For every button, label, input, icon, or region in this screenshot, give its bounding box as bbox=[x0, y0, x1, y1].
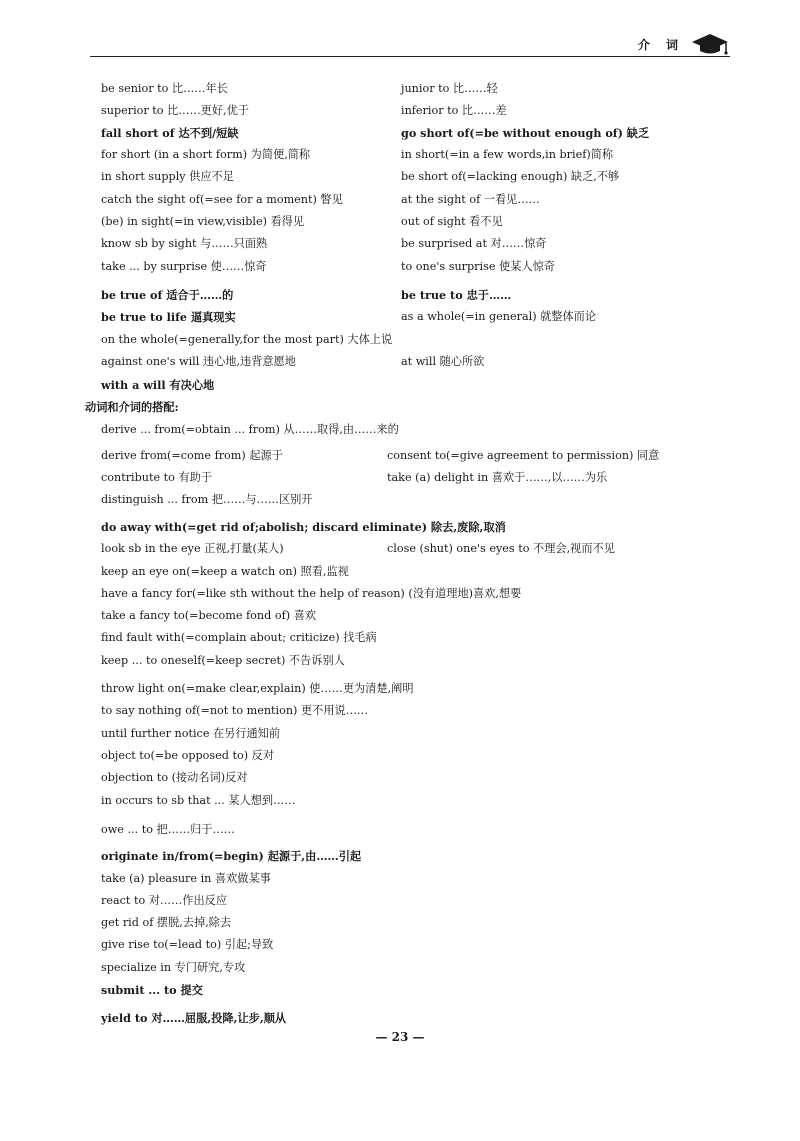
entry-right: take (a) delight in 喜欢于……,以……为乐 bbox=[387, 471, 608, 484]
entry-text: specialize in 专门研究,专攻 bbox=[101, 961, 246, 974]
entry-text: owe ... to 把……归于…… bbox=[101, 823, 235, 836]
entry-text: to say nothing of(=not to mention) 更不用说…… bbox=[101, 704, 369, 717]
entry-right: at the sight of 一看见…… bbox=[401, 193, 540, 206]
entry-text: originate in/from(=begin) 起源于,由……引起 bbox=[101, 849, 362, 863]
entry-text: throw light on(=make clear,explain) 使……更为清楚,阐明 bbox=[101, 682, 414, 695]
entry-row bbox=[101, 168, 701, 186]
entry-text: keep ... to oneself(=keep secret) 不告诉别人 bbox=[101, 654, 345, 667]
entry-text: find fault with(=complain about; criticize) 找毛病 bbox=[101, 631, 377, 644]
entry-row bbox=[101, 747, 701, 765]
entry-row bbox=[101, 353, 701, 371]
entry-left: with a will 有决心地 bbox=[101, 378, 215, 392]
entry-row bbox=[101, 308, 701, 326]
entry-row bbox=[101, 981, 701, 999]
entry-row bbox=[101, 469, 701, 487]
entry-row bbox=[101, 936, 701, 954]
entry-text: objection to (接动名词)反对 bbox=[101, 771, 248, 784]
entry-row bbox=[101, 235, 701, 253]
entry-left: in short supply 供应不足 bbox=[101, 170, 234, 183]
entry-row bbox=[101, 518, 701, 536]
entry-text: until further notice 在另行通知前 bbox=[101, 727, 281, 740]
entry-left: on the whole(=generally,for the most part) 大体上说 bbox=[101, 333, 393, 346]
entry-row bbox=[101, 607, 701, 625]
entry-text: in occurs to sb that ... 某人想到…… bbox=[101, 794, 296, 807]
entry-text: give rise to(=lead to) 引起;导致 bbox=[101, 938, 274, 951]
entry-row bbox=[101, 124, 701, 142]
entry-left: be senior to 比……年长 bbox=[101, 82, 228, 95]
graduation-cap-icon bbox=[690, 30, 730, 56]
entry-right: inferior to 比……差 bbox=[401, 104, 507, 117]
entry-row bbox=[101, 792, 701, 810]
entry-right: in short(=in a few words,in brief)简称 bbox=[401, 148, 614, 161]
entry-row bbox=[101, 258, 701, 276]
entry-row bbox=[101, 959, 701, 977]
entry-left: catch the sight of(=see for a moment) 瞥见 bbox=[101, 193, 343, 206]
entry-row bbox=[101, 914, 701, 932]
entry-row bbox=[101, 629, 701, 647]
entry-row bbox=[101, 680, 701, 698]
entry-text: take (a) pleasure in 喜欢做某事 bbox=[101, 872, 271, 885]
entry-right: out of sight 看不见 bbox=[401, 215, 503, 228]
entry-text: keep an eye on(=keep a watch on) 照看,监视 bbox=[101, 565, 349, 578]
entry-row bbox=[101, 847, 701, 865]
entry-row bbox=[101, 421, 701, 439]
entry-row bbox=[101, 447, 701, 465]
entry-text: get rid of 摆脱,去掉,除去 bbox=[101, 916, 232, 929]
entry-row bbox=[101, 892, 701, 910]
entry-right: as a whole(=in general) 就整体而论 bbox=[401, 310, 597, 323]
entry-left: take ... by surprise 使……惊奇 bbox=[101, 260, 267, 273]
entry-right: junior to 比……轻 bbox=[401, 82, 498, 95]
entry-text: yield to 对……屈服,投降,让步,顺从 bbox=[101, 1011, 287, 1025]
entry-right: be short of(=lacking enough) 缺乏,不够 bbox=[401, 170, 620, 183]
entry-right: close (shut) one's eyes to 不理会,视而不见 bbox=[387, 542, 615, 555]
entry-text: do away with(=get rid of;abolish; discard eliminate) 除去,废除,取消 bbox=[101, 520, 506, 534]
entry-row bbox=[101, 191, 701, 209]
entry-text: object to(=be opposed to) 反对 bbox=[101, 749, 275, 762]
entry-row bbox=[101, 870, 701, 888]
entry-row bbox=[101, 80, 701, 98]
entry-left: contribute to 有助于 bbox=[101, 471, 213, 484]
entry-left: derive ... from(=obtain ... from) 从……取得,由……来的 bbox=[101, 423, 399, 436]
entry-row bbox=[101, 102, 701, 120]
entry-row bbox=[101, 146, 701, 164]
entry-left: derive from(=come from) 起源于 bbox=[101, 449, 283, 462]
entry-row bbox=[101, 331, 701, 349]
entry-right: go short of(=be without enough of) 缺乏 bbox=[401, 126, 650, 140]
entry-left: be true of 适合于……的 bbox=[101, 288, 234, 302]
entry-right: be true to 忠于…… bbox=[401, 288, 512, 302]
entry-row bbox=[101, 769, 701, 787]
entry-right: to one's surprise 使某人惊奇 bbox=[401, 260, 555, 273]
entry-left: fall short of 达不到/短缺 bbox=[101, 126, 239, 140]
entry-row bbox=[101, 286, 701, 304]
entry-row bbox=[101, 563, 701, 581]
page-header bbox=[90, 34, 730, 57]
entry-row bbox=[101, 725, 701, 743]
entry-row bbox=[101, 1009, 701, 1027]
entry-left: for short (in a short form) 为简便,简称 bbox=[101, 148, 311, 161]
entry-row bbox=[101, 821, 701, 839]
entry-row bbox=[101, 376, 701, 394]
entry-right: be surprised at 对……惊奇 bbox=[401, 237, 547, 250]
entry-left: distinguish ... from 把……与……区别开 bbox=[101, 493, 313, 506]
entry-text: have a fancy for(=like sth without the help of reason) (没有道理地)喜欢,想要 bbox=[101, 587, 522, 600]
entry-left: (be) in sight(=in view,visible) 看得见 bbox=[101, 215, 305, 228]
entry-left: superior to 比……更好,优于 bbox=[101, 104, 249, 117]
entry-row bbox=[101, 540, 701, 558]
entry-row bbox=[101, 585, 701, 603]
entry-row bbox=[101, 702, 701, 720]
entry-text: react to 对……作出反应 bbox=[101, 894, 228, 907]
entry-left: against one's will 违心地,违背意愿地 bbox=[101, 355, 296, 368]
entry-row bbox=[101, 652, 701, 670]
entry-text: submit ... to 提交 bbox=[101, 983, 203, 997]
entry-left: look sb in the eye 正视,打量(某人) bbox=[101, 542, 284, 555]
entry-text: take a fancy to(=become fond of) 喜欢 bbox=[101, 609, 317, 622]
page-number: — 23 — bbox=[375, 1030, 425, 1044]
entry-row bbox=[101, 213, 701, 231]
entry-row bbox=[101, 491, 701, 509]
entry-left: be true to life 逼真现实 bbox=[101, 310, 236, 324]
entry-left: know sb by sight 与……只面熟 bbox=[101, 237, 268, 250]
entry-right: consent to(=give agreement to permission) 同意 bbox=[387, 449, 660, 462]
header-label: 介 词 bbox=[637, 38, 684, 52]
entry-right: at will 随心所欲 bbox=[401, 355, 485, 368]
section-title: 动词和介词的搭配: bbox=[85, 400, 179, 414]
